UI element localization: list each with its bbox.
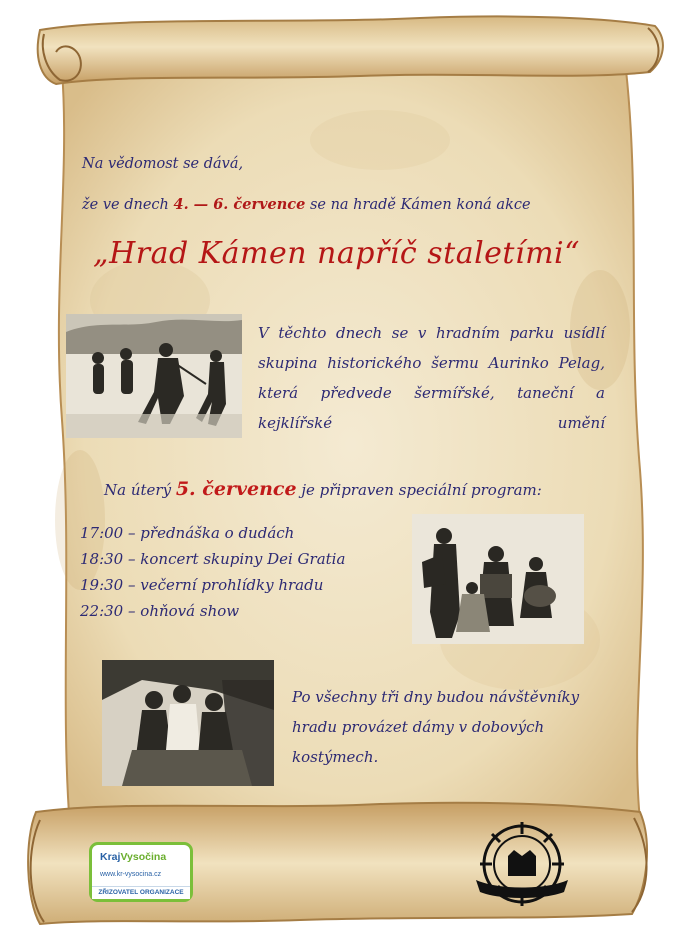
museum-seal-icon [468, 820, 576, 908]
photo-ladies [102, 660, 274, 786]
logo-brand: KrajVysočina [100, 851, 167, 863]
logo-url: www.kr-vysocina.cz [100, 871, 162, 878]
intro-line-2-pre: že ve dnech [82, 197, 169, 213]
logo-org: ZŘIZOVATEL ORGANIZACE [92, 886, 190, 899]
photo-fencers [66, 314, 242, 438]
schedule-list [80, 520, 345, 624]
special-date: 5. července [175, 478, 297, 500]
kraj-vysocina-logo [89, 842, 193, 902]
intro-line-2 [82, 196, 531, 213]
schedule-item: 17:00 – přednáška o dudách [80, 524, 295, 542]
photo-musicians [412, 514, 584, 644]
paragraph-ladies: Po všechny tři dny budou návštěvníky hradu provázet dámy v dobových kostýmech. [292, 688, 580, 766]
event-title: „Hrad Kámen napříč staletími“ [93, 236, 580, 271]
schedule-item: 19:30 – večerní prohlídky hradu [80, 576, 324, 594]
paragraph-group-info: V těchto dnech se v hradním parku usídlí skupina historického šermu Aurinko Pelag, která předvede šermířské, taneční a kejklířské umění [258, 324, 605, 432]
event-dates: 4. — 6. července [173, 196, 306, 213]
special-pre: Na úterý [104, 481, 172, 499]
intro-line-2-post: se na hradě Kámen koná akce [309, 197, 531, 213]
schedule-item: 22:30 – ohňová show [80, 602, 240, 620]
schedule-item: 18:30 – koncert skupiny Dei Gratia [80, 550, 346, 568]
special-post: je připraven speciální program: [301, 481, 542, 499]
intro-line-1: Na vědomost se dává, [82, 156, 244, 172]
special-program-line [104, 478, 542, 500]
